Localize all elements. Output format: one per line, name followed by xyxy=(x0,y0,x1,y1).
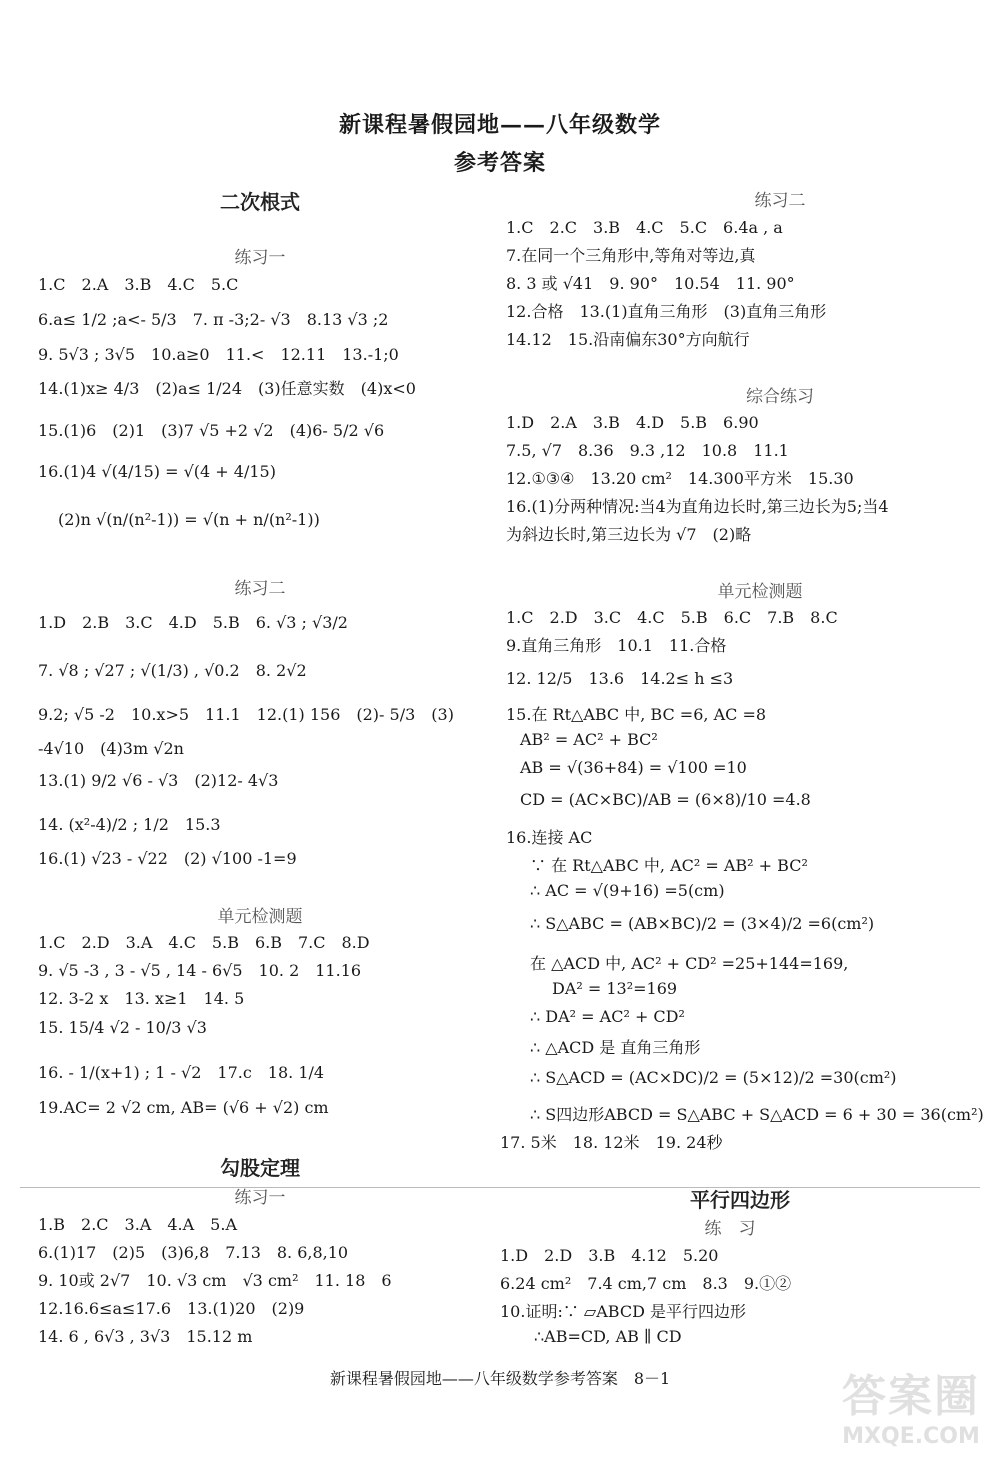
answer-line: 16.连接 AC xyxy=(506,828,593,847)
chapter-heading: 勾股定理 xyxy=(220,1156,300,1180)
section-heading: 练习二 xyxy=(754,191,806,211)
answer-line: 14.12 15.沿南偏东30°方向航行 xyxy=(506,330,750,349)
answer-line: 6.24 cm² 7.4 cm,7 cm 8.3 9.①② xyxy=(500,1274,792,1293)
page-footer: 新课程暑假园地——八年级数学参考答案 8－1 xyxy=(329,1369,671,1388)
answer-line: 在 △ACD 中, AC² + CD² =25+144=169, xyxy=(530,954,849,973)
answer-line: ∵ 在 Rt△ABC 中, AC² = AB² + BC² xyxy=(530,856,808,875)
answer-line: 15.在 Rt△ABC 中, BC =6, AC =8 xyxy=(506,705,767,724)
watermark-logo xyxy=(842,1360,980,1449)
answer-line: 9.直角三角形 10.1 11.合格 xyxy=(506,636,727,655)
section-heading: 练 习 xyxy=(704,1219,756,1239)
answer-line: 12.16.6≤a≤17.6 13.(1)20 (2)9 xyxy=(38,1299,305,1318)
section-heading: 练习一 xyxy=(234,248,286,268)
chapter-heading: 二次根式 xyxy=(220,190,300,214)
section-heading: 练习一 xyxy=(234,1188,286,1208)
answer-line: 14.(1)x≥ 4/3 (2)a≤ 1/24 (3)任意实数 (4)x<0 xyxy=(38,379,416,398)
section-heading: 综合练习 xyxy=(746,387,814,407)
answer-line: 为斜边长时,第三边长为 √7 (2)略 xyxy=(506,525,752,544)
answer-line: 1.D 2.A 3.B 4.D 5.B 6.90 xyxy=(506,413,759,432)
answer-line: 12.合格 13.(1)直角三角形 (3)直角三角形 xyxy=(506,302,827,321)
answer-line: 1.C 2.D 3.A 4.C 5.B 6.B 7.C 8.D xyxy=(38,933,370,952)
answer-line: 12.①③④ 13.20 cm² 14.300平方米 15.30 xyxy=(506,469,854,488)
chapter-heading: 平行四边形 xyxy=(690,1188,790,1212)
answer-line: ∴AB=CD, AB ∥ CD xyxy=(534,1327,682,1346)
page-subtitle: 参考答案 xyxy=(453,150,546,176)
answer-line: -4√10 (4)3m √2n xyxy=(38,739,184,758)
answer-line: 1.D 2.B 3.C 4.D 5.B 6. √3 ; √3/2 xyxy=(38,613,348,632)
answer-line: 10.证明:∵ ▱ABCD 是平行四边形 xyxy=(500,1302,746,1321)
answer-line: 1.B 2.C 3.A 4.A 5.A xyxy=(38,1215,237,1234)
answer-line: 8. 3 或 √41 9. 90° 10.54 11. 90° xyxy=(506,274,795,293)
answer-line: 16. - 1/(x+1) ; 1 - √2 17.c 18. 1/4 xyxy=(38,1063,325,1082)
answer-line: 6.(1)17 (2)5 (3)6,8 7.13 8. 6,8,10 xyxy=(38,1243,349,1262)
answer-line: 9. √5 -3 , 3 - √5 , 14 - 6√5 10. 2 11.16 xyxy=(38,961,362,980)
answer-line: 1.D 2.D 3.B 4.12 5.20 xyxy=(500,1246,719,1265)
answer-line: CD = (AC×BC)/AB = (6×8)/10 =4.8 xyxy=(520,790,811,809)
watermark-text: 答案圈 xyxy=(842,1371,980,1422)
answer-line: DA² = 13²=169 xyxy=(552,979,678,998)
answer-line: (2)n √(n/(n²-1)) = √(n + n/(n²-1)) xyxy=(58,510,320,529)
answer-line: 16.(1) √23 - √22 (2) √100 -1=9 xyxy=(38,849,297,868)
answer-line: ∴ DA² = AC² + CD² xyxy=(530,1007,685,1026)
answer-line: 14. 6 , 6√3 , 3√3 15.12 m xyxy=(38,1327,253,1346)
answer-line: ∴ S△ABC = (AB×BC)/2 = (3×4)/2 =6(cm²) xyxy=(530,914,875,933)
answer-line: 13.(1) 9/2 √6 - √3 (2)12- 4√3 xyxy=(38,771,279,790)
answer-line: ∴ △ACD 是 直角三角形 xyxy=(530,1038,701,1057)
section-heading: 练习二 xyxy=(234,579,286,599)
answer-line: 16.(1)4 √(4/15) = √(4 + 4/15) xyxy=(38,462,276,481)
answer-line: 9.2; √5 -2 10.x>5 11.1 12.(1) 156 (2)- 5/3 (3) xyxy=(38,705,454,724)
answer-line: 7.在同一个三角形中,等角对等边,真 xyxy=(506,246,756,265)
answer-line: ∴ S△ACD = (AC×DC)/2 = (5×12)/2 =30(cm²) xyxy=(530,1068,897,1087)
answer-line: 1.C 2.D 3.C 4.C 5.B 6.C 7.B 8.C xyxy=(506,608,838,627)
answer-line: 15.(1)6 (2)1 (3)7 √5 +2 √2 (4)6- 5/2 √6 xyxy=(38,421,385,440)
answer-line: 9. 5√3 ; 3√5 10.a≥0 11.< 12.11 13.-1;0 xyxy=(38,345,399,364)
section-heading: 单元检测题 xyxy=(717,582,803,602)
answer-line: 12. 12/5 13.6 14.2≤ h ≤3 xyxy=(506,669,734,688)
answer-line: 12. 3-2 x 13. x≥1 14. 5 xyxy=(38,989,245,1008)
section-heading: 单元检测题 xyxy=(217,907,303,927)
answer-line: 16.(1)分两种情况:当4为直角边长时,第三边长为5;当4 xyxy=(506,497,889,516)
answer-line: 6.a≤ 1/2 ;a<- 5/3 7. π -3;2- √3 8.13 √3 ;2 xyxy=(38,310,389,329)
answer-line: AB = √(36+84) = √100 =10 xyxy=(520,758,747,777)
page-title: 新课程暑假园地——八年级数学 xyxy=(338,112,661,138)
section-divider xyxy=(20,1187,980,1188)
answer-line: 14. (x²-4)/2 ; 1/2 15.3 xyxy=(38,815,221,834)
answer-line: 19.AC= 2 √2 cm, AB= (√6 + √2) cm xyxy=(38,1098,329,1117)
answer-line: 7. √8 ; √27 ; √(1/3) , √0.2 8. 2√2 xyxy=(38,661,307,680)
answer-line: 17. 5米 18. 12米 19. 24秒 xyxy=(500,1133,723,1152)
answer-line: 7.5, √7 8.36 9.3 ,12 10.8 11.1 xyxy=(506,441,789,460)
answer-line: 15. 15/4 √2 - 10/3 √3 xyxy=(38,1018,207,1037)
answer-line: 1.C 2.C 3.B 4.C 5.C 6.4a , a xyxy=(506,218,783,237)
answer-line: 1.C 2.A 3.B 4.C 5.C xyxy=(38,275,239,294)
answer-line: AB² = AC² + BC² xyxy=(520,730,658,749)
answer-line: ∴ S四边形ABCD = S△ABC + S△ACD = 6 + 30 = 36(cm²) xyxy=(530,1105,984,1124)
watermark-url: MXQE.COM xyxy=(842,1424,980,1449)
answer-line: 9. 10或 2√7 10. √3 cm √3 cm² 11. 18 6 xyxy=(38,1271,392,1290)
answer-line: ∴ AC = √(9+16) =5(cm) xyxy=(530,881,725,900)
